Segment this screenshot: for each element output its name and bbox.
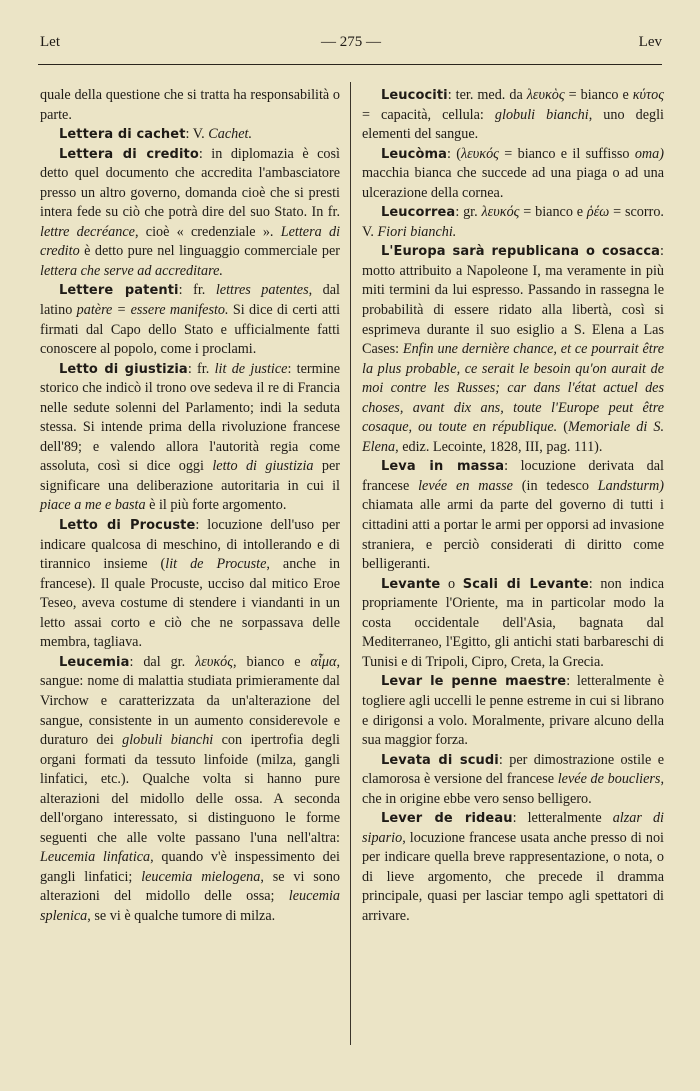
dictionary-entry xyxy=(362,575,664,673)
entry-headword: Letto di Procuste xyxy=(59,518,196,534)
entry-italic-text: lettera che serve ad accreditare. xyxy=(40,262,223,279)
entry-headword: Levante xyxy=(381,576,441,592)
header-right: Lev xyxy=(638,34,662,50)
entry-text: , se vi sono alterazioni del midollo delle ossa; xyxy=(40,868,341,905)
entry-italic-text: lettres patentes xyxy=(215,282,309,299)
running-header xyxy=(40,34,662,54)
entry-text: = bianco e il suffisso xyxy=(498,145,635,162)
entry-text: chiamata alle armi da parte del governo di tutti i cittadini atti a portar le armi per opporsi ad invasione straniera, e perciò considerati di diritto come belligeranti. xyxy=(362,497,664,573)
entry-text: : gr. xyxy=(455,204,482,221)
entry-text: = capacità, cellula: xyxy=(362,106,495,123)
dictionary-entry xyxy=(40,516,340,653)
entry-italic-text: globuli bianchi xyxy=(494,106,589,123)
entry-italic-text: globuli bianchi xyxy=(122,732,214,749)
entry-text: , bianco e xyxy=(233,653,311,670)
dictionary-entry xyxy=(40,653,340,927)
entry-headword: Levar le penne maestre xyxy=(381,674,567,690)
entry-text: = bianco e xyxy=(564,87,633,103)
entry-italic-text: Leucemia linfatica xyxy=(40,849,151,866)
entry-text: , dal latino xyxy=(40,282,341,319)
entry-text: : per dimostrazione ostile e clamorosa è versione del francese xyxy=(362,751,665,788)
entry-italic-text: αἷμα xyxy=(310,653,337,670)
entry-italic-text: lit de Procuste xyxy=(165,556,267,573)
header-rule xyxy=(38,64,662,65)
entry-text: o xyxy=(440,575,463,592)
entry-italic-text: piace a me e basta xyxy=(40,497,146,514)
dictionary-entry xyxy=(40,86,340,125)
entry-headword: Leucociti xyxy=(381,88,448,103)
entry-text: , quando v'è inspessimento dei gangli linfatici; xyxy=(40,849,340,885)
entry-italic-text: λευκός xyxy=(481,204,520,221)
entry-italic-text: patère = essere manifesto. xyxy=(76,302,229,319)
entry-text: : fr. xyxy=(178,282,216,299)
entry-text: ( xyxy=(557,419,568,436)
entry-text: , anche in francese). Il quale Procuste, ucciso dal mitico Eroe Teseo, aveva costume di stendere i viandanti in un letto assai corto e ciò che ne sorpassava delle membra, tagliava. xyxy=(40,556,341,651)
dictionary-entry xyxy=(362,809,664,926)
entry-text: , locuzione francese usata anche presso di noi per indicare quella breve rappresentazione, o nota, o di lieve argomento, che precede il dramma principale, quasi per lasciar tempo agli spettatori di arrivare. xyxy=(362,829,664,924)
entry-italic-text: Lettera di credito xyxy=(40,223,341,260)
entry-text: : termine storico che indicò il trono ove sedeva il re di Francia nelle sedute solenni del Parlamento; indi la seduta stessa. Si intende prima della rivoluzione francese dell'89; e valendo allora l'autorità regia come assoluta, così si dice oggi xyxy=(40,360,341,475)
entry-text: è detto pure nel linguaggio commerciale per xyxy=(79,243,340,260)
entry-italic-text: leucemia mielogena xyxy=(141,868,261,885)
entry-text: : dal gr. xyxy=(129,653,196,670)
entry-italic-text: λευκὸς xyxy=(526,87,565,103)
entry-italic-text: κύτος xyxy=(632,87,664,103)
entry-italic-text: levée en masse xyxy=(418,477,513,494)
entry-text: : locuzione dell'uso per indicare qualcosa di meschino, di intollerando e di tirannico insieme ( xyxy=(40,517,340,573)
entry-text: , cioè « credenziale ». xyxy=(134,223,281,240)
entry-headword: L'Europa sarà republicana o cosacca xyxy=(381,244,661,260)
entry-headword: Lettere patenti xyxy=(59,283,179,299)
dictionary-entry xyxy=(362,242,664,457)
entry-italic-text: λευκός xyxy=(195,653,234,670)
entry-italic-text: Fiori bianchi. xyxy=(377,223,457,240)
dictionary-entry xyxy=(40,360,340,516)
entry-text: , se vi è qualche tumore di milza. xyxy=(87,907,276,924)
left-column xyxy=(40,86,340,927)
entry-text: : ( xyxy=(447,145,462,162)
entry-text: , uno degli elementi del sangue. xyxy=(362,106,665,143)
entry-italic-text: Memoriale di S. Elena xyxy=(362,419,664,455)
entry-text: : non indica propriamente l'Oriente, ma in particolar modo la costa occidentale dell'Asia, bagnata dal Mediterraneo, l'Egitto, gli antichi stati barbareschi di Tunisi e di Tripoli, Cipro, Creta, la Grecia. xyxy=(362,575,665,670)
entry-headword: Lever de rideau xyxy=(381,811,513,827)
dictionary-entry xyxy=(362,145,664,204)
entry-text: : ter. med. da xyxy=(447,87,527,103)
entry-text: con ipertrofia degli organi formati da tessuto linfoide (milza, gangli linfatici, etc.). Qualche volta si hanno pure alterazioni del midollo delle ossa. A seconda dell'organo interessato, si distinguono le forme seguenti che alle volte passano l'una nell'altra: xyxy=(40,732,340,846)
right-column xyxy=(362,86,664,927)
dictionary-entry xyxy=(40,281,340,359)
entry-text: Si dice di certi atti firmati dal Capo dello Stato e ufficialmente fatti conoscere al popolo, come i proclami. xyxy=(40,302,341,358)
entry-text: : fr. xyxy=(187,360,215,377)
entry-headword: Leucorrea xyxy=(381,205,456,221)
entry-headword: Letto di giustizia xyxy=(59,361,188,377)
entry-italic-text: oma) xyxy=(634,145,664,162)
entry-italic-text: alzar di sipario xyxy=(362,810,664,846)
entry-headword: Leva in massa xyxy=(381,459,505,475)
entry-text: per significare una deliberazione autoritaria in cui il xyxy=(40,458,340,494)
dictionary-entry xyxy=(362,203,664,242)
column-divider xyxy=(350,82,351,1045)
entry-text: = scorro. V. xyxy=(362,204,664,240)
entry-text: : in diplomazia è così detto quel documento che accredita l'ambasciatore presso un altro governo, domanda cioè che si presti intera fede su ciò che potrà dire del suo Stato. In fr. xyxy=(40,145,340,221)
entry-text: , ediz. Lecointe, 1828, III, pag. 111). xyxy=(395,438,603,455)
dictionary-entry xyxy=(40,145,340,282)
entry-text: , che in origine ebbe vero senso belligero. xyxy=(362,771,664,807)
entry-headword: Leucòma xyxy=(381,146,448,162)
entry-text: : motto attribuito a Napoleone I, ma veramente in più miti termini da lui espresso. Passando in rassegna le probabilità di essere ridato alla libertà, così si esprimeva durante il suo esiglio a S. Elena a Las Cases: xyxy=(362,243,664,358)
entry-text: : letteralmente è togliere agli uccelli le penne estreme in cui si librano e dirigonsi a volo. Moralmente, privare alcuno della sua maggior forza. xyxy=(362,673,664,749)
entry-italic-text: λευκός xyxy=(461,145,499,162)
entry-italic-text: levée de boucliers xyxy=(557,771,661,788)
entry-text: : locuzione derivata dal francese xyxy=(362,458,664,494)
entry-text: : letteralmente xyxy=(512,810,613,827)
dictionary-entry xyxy=(362,751,664,810)
entry-headword: Leucemia xyxy=(59,654,130,670)
entry-headword: Lettera di credito xyxy=(59,146,199,162)
header-left: Let xyxy=(40,34,60,50)
entry-headword: Lettera di cachet xyxy=(59,127,186,143)
page-number: — 275 — xyxy=(321,34,381,50)
entry-text: macchia bianca che succede ad una piaga o ad una ulcerazione della cornea. xyxy=(362,165,664,201)
entry-text: : V. xyxy=(185,126,209,143)
dictionary-entry xyxy=(362,457,664,574)
entry-text: , sangue: nome di malattia studiata primieramente dal Virchow e caratterizzata da un'alterazione del sangue, consistente in un aumento considerevole e duraturo dei xyxy=(40,653,340,749)
entry-italic-text: letto di giustizia xyxy=(212,458,314,475)
entry-text: è il più forte argomento. xyxy=(145,497,287,514)
entry-italic-text: Enfin une dernière chance, et ce pourrait être la plus probable, ce serait le besoin qu'on aurait de moi contre les Russes; car dans l'état actuel des choses, avant dix ans, toute l'Europe peut être cosaque, ou toute en république. xyxy=(362,341,664,436)
entry-italic-text: Cachet. xyxy=(208,126,252,143)
entry-italic-text: Landsturm) xyxy=(597,477,664,494)
entry-italic-text: lettre decréance xyxy=(40,223,135,240)
entry-text: (in tedesco xyxy=(512,477,598,494)
dictionary-entry xyxy=(362,672,664,750)
entry-headword: Scali di Levante xyxy=(462,576,589,592)
entry-headword: Levata di scudi xyxy=(381,752,499,768)
entry-italic-text: lit de justice xyxy=(214,360,288,377)
dictionary-entry xyxy=(40,125,340,145)
entry-text: quale della questione che si tratta ha responsabilità o parte. xyxy=(40,87,340,123)
entry-italic-text: leucemia splenica xyxy=(40,888,340,924)
dictionary-entry xyxy=(362,86,664,145)
entry-text: = bianco e xyxy=(519,204,587,221)
entry-italic-text: ῥέω xyxy=(586,204,610,221)
